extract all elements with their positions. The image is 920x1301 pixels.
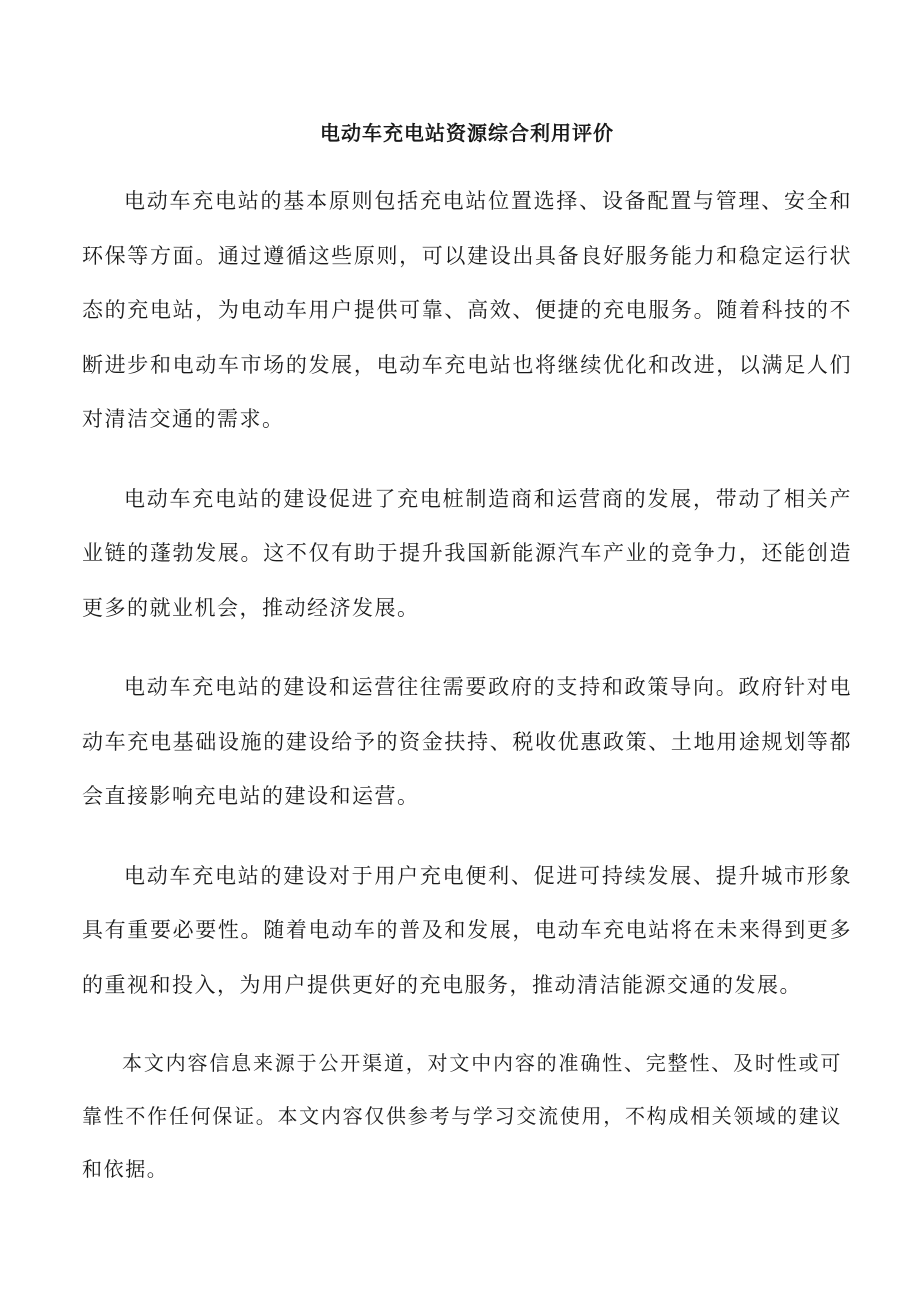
paragraph-necessity: 电动车充电站的建设对于用户充电便利、促进可持续发展、提升城市形象具有重要必要性。随着电动车的普及和发展，电动车充电站将在未来得到更多的重视和投入，为用户提供更好的充电服务，推动清洁能源交通的发展。: [82, 863, 852, 997]
disclaimer-paragraph: 本文内容信息来源于公开渠道，对文中内容的准确性、完整性、及时性或可靠性不作任何保证。本文内容仅供参考与学习交流使用，不构成相关领域的建议和依据。: [82, 1051, 842, 1181]
document-title: 电动车充电站资源综合利用评价: [320, 121, 614, 145]
paragraph-industry-development: 电动车充电站的建设促进了充电桩制造商和运营商的发展，带动了相关产业链的蓬勃发展。这不仅有助于提升我国新能源汽车产业的竞争力，还能创造更多的就业机会，推动经济发展。: [82, 486, 852, 620]
paragraph-basic-principles: 电动车充电站的基本原则包括充电站位置选择、设备配置与管理、安全和环保等方面。通过遵循这些原则，可以建设出具备良好服务能力和稳定运行状态的充电站，为电动车用户提供可靠、高效、便捷的充电服务。随着科技的不断进步和电动车市场的发展，电动车充电站也将继续优化和改进，以满足人们对清洁交通的需求。: [82, 189, 852, 431]
paragraph-government-support: 电动车充电站的建设和运营往往需要政府的支持和政策导向。政府针对电动车充电基础设施的建设给予的资金扶持、税收优惠政策、土地用途规划等都会直接影响充电站的建设和运营。: [82, 675, 852, 808]
